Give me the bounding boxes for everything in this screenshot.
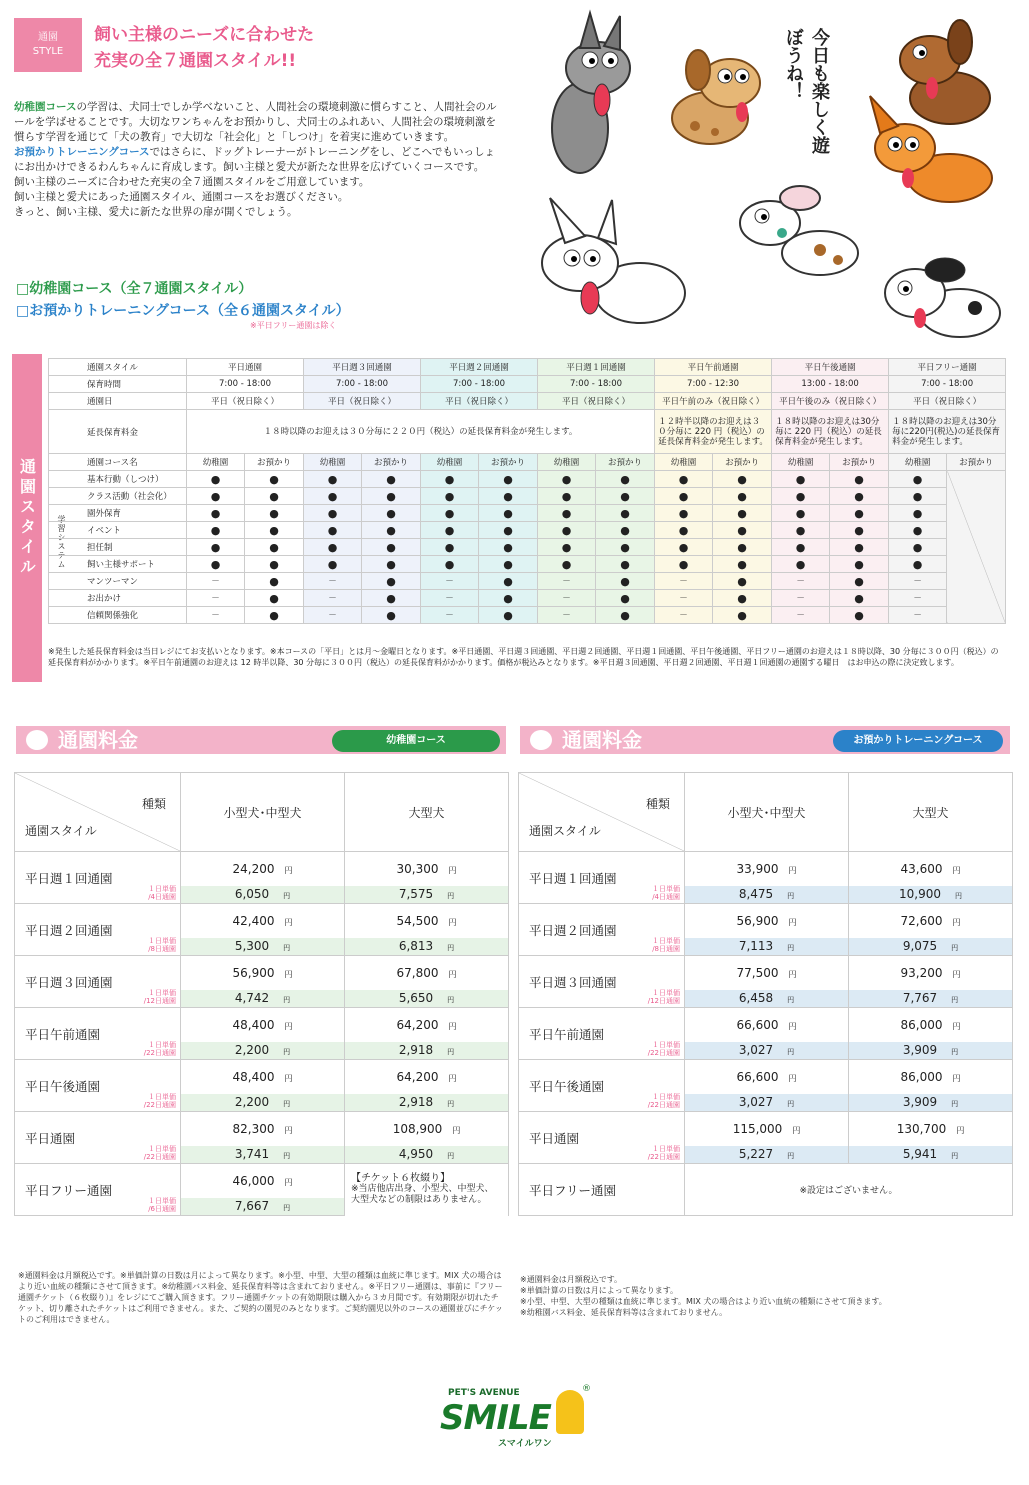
not-available-dash: － (889, 590, 947, 607)
available-dot: ● (245, 505, 304, 522)
available-dot: ● (713, 471, 772, 488)
available-dot: ● (538, 539, 596, 556)
fee-row: 平日週１回通園 １日単価 /4日通園 24,200 円 30,300 円 (15, 852, 509, 886)
available-dot: ● (772, 471, 830, 488)
available-dot: ● (596, 556, 655, 573)
available-dot: ● (479, 590, 538, 607)
available-dot: ● (245, 590, 304, 607)
course-list (16, 278, 350, 322)
kindergarten-fee-header: 通園料金 幼稚園コース (16, 726, 506, 754)
fee-row: 平日週１回通園 １日単価 /4日通園 33,900 円 43,600 円 (519, 852, 1013, 886)
tan-dog-illustration (672, 50, 760, 144)
course-note: ※平日フリー通園は除く (250, 321, 337, 330)
fee-row: 平日午前通園 １日単価 /22日通園 48,400 円 64,200 円 (15, 1008, 509, 1042)
course-training: □お預かりトレーニングコース（全６通園スタイル） (16, 303, 350, 319)
available-dot: ● (245, 471, 304, 488)
available-dot: ● (304, 522, 362, 539)
kindergarten-fee-notes: ※通園料金は月額税込です。※単価計算の日数は月によって異なります。※小型、中型、大型の種類は血統に準じます。MIX 犬の場合はより近い血統の種類にさせて頂きます。※幼稚園バス料金、延長保育料等は含まれておりません。※平日フリー通園は、事前に『フリー通園チケット（６枚綴り）』をレジにてご購入頂きます。フリー通園チケットの有効期限は購入から３カ月間です。有効期限が切れたチケット、切り離されたチケットはご利用できません。また、ご契約の園児のみとなります。ご契約園児以外のコースの通園並びにチケットのご利用はできません。 (18, 1271, 503, 1324)
not-available-cell (947, 471, 1006, 624)
fee-header-diagonal: 種類 通園スタイル (519, 773, 684, 851)
fee-row: 平日通園 １日単価 /22日通園 82,300 円 108,900 円 (15, 1112, 509, 1146)
fee-row: 平日週３回通園 １日単価 /12日通園 56,900 円 67,800 円 (15, 956, 509, 990)
available-dot: ● (830, 539, 889, 556)
system-row: 担任制 ● ● ● ● ● ● ● ● ● ● ● ● ● (49, 539, 1006, 556)
not-available-dash: － (889, 607, 947, 624)
available-dot: ● (713, 590, 772, 607)
not-available-dash: － (655, 573, 713, 590)
not-available-dash: － (772, 607, 830, 624)
available-dot: ● (187, 471, 245, 488)
not-available-dash: － (538, 607, 596, 624)
available-dot: ● (187, 505, 245, 522)
available-dot: ● (830, 505, 889, 522)
available-dot: ● (713, 488, 772, 505)
available-dot: ● (596, 539, 655, 556)
not-available-dash: － (421, 590, 479, 607)
available-dot: ● (304, 505, 362, 522)
style-side-tab: 通園スタイル (12, 354, 42, 682)
kindergarten-keyword: 幼稚園コース (14, 101, 77, 113)
course-row: 通園コース名 幼稚園 お預かり 幼稚園 お預かり 幼稚園 お預かり 幼稚園 お預かり 幼稚園 お預かり 幼稚園 お預かり 幼稚園 お預かり (49, 454, 1006, 471)
intro-text: 幼稚園コースの学習は、犬同士でしか学べないこと、人間社会の環境刺激に慣らすこと、人間社会のルールを学ばせることです。大切なワンちゃんをお預かりし、犬同士のふれあい、人間社会の環境刺激を慣らす学習を通じて「犬の教育」で大切な「社会化」と「しつけ」を着実に進めていきます。 お預かりトレーニングコースではさらに、ドッグトレーナーがトレーニングをし、どこへでもいっしょにお出かけできるわんちゃんに育成します。飼い主様と愛犬が新たな世界を広げていくコースです。 飼い主様のニーズに合わせた充実の全７通園スタイルをご用意しています。 飼い主様と愛犬にあった通園スタイル、通園コースをお選びください。 きっと、飼い主様、愛犬に新たな世界の扉が開くでしょう。 (14, 101, 497, 218)
available-dot: ● (479, 522, 538, 539)
page-title: 飼い主様のニーズに合わせた 充実の全７通園スタイル!! (94, 25, 315, 71)
smile-one-logo: PET'S AVENUE SMILE ® スマイルワン (440, 1384, 591, 1449)
available-dot: ● (538, 488, 596, 505)
fee-row: 平日通園 １日単価 /22日通園 115,000 円 130,700 円 (519, 1112, 1013, 1146)
available-dot: ● (655, 539, 713, 556)
not-available-dash: － (889, 573, 947, 590)
available-dot: ● (713, 539, 772, 556)
system-row: 信頼関係強化 － ● － ● － ● － ● － ● － ● － (49, 607, 1006, 624)
fee-header-diagonal: 種類 通園スタイル (15, 773, 180, 851)
style-table-note: ※発生した延長保育料金は当日レジにてお支払いとなります。※本コースの「平日」とは月～金曜日となります。※平日通園、平日週３回通園、平日週２回通園、平日週１回通園、平日午後通園、平日フリー通園のお迎えは１８時以降、30 分毎に３００円（税込）の延長保育料がかかります。※平日午前通園のお迎えは 12 時半以降、30 分毎に３００円（税込）の延長保育料がかかります。価格が税込みとなります。※平日週３回通園、平日週２回通園、平日週１回通園の通園する曜日 はお申込の際に決定致します。 (48, 647, 999, 667)
speech-bubble-icon (26, 730, 48, 750)
kindergarten-course-pill: 幼稚園コース (332, 730, 500, 752)
available-dot: ● (304, 488, 362, 505)
available-dot: ● (245, 539, 304, 556)
white-spotted-dog-illustration (740, 186, 858, 275)
available-dot: ● (304, 556, 362, 573)
available-dot: ● (245, 488, 304, 505)
speech-bubble-icon (530, 730, 552, 750)
training-fee-header: 通園料金 お預かりトレーニングコース (520, 726, 1010, 754)
available-dot: ● (596, 573, 655, 590)
not-available-dash: － (187, 590, 245, 607)
system-row: 園外保育 ● ● ● ● ● ● ● ● ● ● ● ● ● (49, 505, 1006, 522)
available-dot: ● (421, 539, 479, 556)
not-available-dash: － (421, 573, 479, 590)
available-dot: ● (713, 607, 772, 624)
available-dot: ● (362, 573, 421, 590)
available-dot: ● (362, 471, 421, 488)
available-dot: ● (655, 505, 713, 522)
available-dot: ● (479, 488, 538, 505)
available-dot: ● (479, 539, 538, 556)
system-row: クラス活動（社会化） ● ● ● ● ● ● ● ● ● ● ● ● ● (49, 488, 1006, 505)
fee-row: 平日週２回通園 １日単価 /8日通園 42,400 円 54,500 円 (15, 904, 509, 938)
brown-dog-illustration (900, 20, 990, 124)
fee-row: 平日週３回通園 １日単価 /12日通園 77,500 円 93,200 円 (519, 956, 1013, 990)
available-dot: ● (304, 471, 362, 488)
dogs-caption: 今日も楽しく遊ぼうね！ (783, 28, 830, 154)
training-keyword: お預かりトレーニングコース (14, 146, 150, 158)
not-available-dash: － (187, 607, 245, 624)
fee-row: 平日フリー通園 １日単価 /6日通園 46,000 円 【チケット６枚綴り】 ※当店他店出身、小型犬、中型犬、大型犬などの制限はありません。 (15, 1164, 509, 1198)
available-dot: ● (362, 607, 421, 624)
style-row: 通園スタイル 平日通園 平日週３回通園 平日週２回通園 平日週１回通園 平日午前通園 平日午後通園 平日フリー通園 (49, 359, 1006, 376)
available-dot: ● (362, 590, 421, 607)
not-available-dash: － (187, 573, 245, 590)
fee-row: 平日午前通園 １日単価 /22日通園 66,600 円 86,000 円 (519, 1008, 1013, 1042)
available-dot: ● (830, 556, 889, 573)
system-row: 基本行動（しつけ） ● ● ● ● ● ● ● ● ● ● ● ● ● (49, 471, 1006, 488)
not-available-dash: － (772, 590, 830, 607)
available-dot: ● (421, 488, 479, 505)
available-dot: ● (830, 607, 889, 624)
not-available-dash: － (304, 607, 362, 624)
fee-row: 平日週２回通園 １日単価 /8日通園 56,900 円 72,600 円 (519, 904, 1013, 938)
not-available-dash: － (304, 590, 362, 607)
available-dot: ● (830, 488, 889, 505)
available-dot: ● (479, 607, 538, 624)
available-dot: ● (362, 488, 421, 505)
available-dot: ● (772, 505, 830, 522)
available-dot: ● (830, 471, 889, 488)
available-dot: ● (772, 488, 830, 505)
not-available-dash: － (772, 573, 830, 590)
hours-row: 保育時間 7:00 - 18:00 7:00 - 18:00 7:00 - 18:00 7:00 - 18:00 7:00 - 12:30 13:00 - 18:00 7:00 - 18:00 (49, 376, 1006, 393)
available-dot: ● (772, 522, 830, 539)
spotted-dog-illustration (885, 258, 1000, 337)
available-dot: ● (713, 505, 772, 522)
available-dot: ● (772, 556, 830, 573)
gray-dog-illustration (552, 13, 630, 173)
white-dog-illustration (542, 198, 685, 323)
training-fee-table: 種類 通園スタイル 小型犬･中型犬 大型犬 平日週１回通園 １日単価 /4日通園 33,900 円 43,600 円 8,475 円 10,900 円 平日週２回通園 １日単価 /8日通園 56,900 円 72,600 円 7,113 円 9,075 円 平日週３回通園 １日単価 /12日通園 77,500 円 93,200 円 6,458 円 7,767 円 平日午前通園 １日単価 /22日通園 66,600 円 86,000 円 3,027 円 3,909 円 平日午後通園 １日単価 /22日通園 66,600 円 86,000 円 3,027 円 3,909 円 平日通園 １日単価 /22日通園 115,000 円 130,700 円 5,227 円 5,941 円 平日フリー通園 ※設定はございません。 (518, 772, 1013, 1216)
available-dot: ● (362, 539, 421, 556)
available-dot: ● (889, 505, 947, 522)
available-dot: ● (830, 522, 889, 539)
available-dot: ● (421, 471, 479, 488)
system-row: 飼い主様サポート ● ● ● ● ● ● ● ● ● ● ● ● ● (49, 556, 1006, 573)
available-dot: ● (713, 522, 772, 539)
available-dot: ● (362, 505, 421, 522)
not-available-dash: － (655, 590, 713, 607)
available-dot: ● (421, 556, 479, 573)
learning-system-label: 学習システム (57, 515, 66, 569)
system-row: お出かけ － ● － ● － ● － ● － ● － ● － (49, 590, 1006, 607)
available-dot: ● (655, 471, 713, 488)
available-dot: ● (596, 522, 655, 539)
available-dot: ● (596, 590, 655, 607)
available-dot: ● (479, 556, 538, 573)
available-dot: ● (830, 573, 889, 590)
fee-row: 平日午後通園 １日単価 /22日通園 48,400 円 64,200 円 (15, 1060, 509, 1094)
available-dot: ● (596, 505, 655, 522)
available-dot: ● (421, 522, 479, 539)
not-available-dash: － (421, 607, 479, 624)
available-dot: ● (889, 522, 947, 539)
style-tag: 通園 STYLE (14, 18, 82, 72)
available-dot: ● (596, 488, 655, 505)
available-dot: ● (538, 505, 596, 522)
system-row: マンツーマン － ● － ● － ● － ● － ● － ● － (49, 573, 1006, 590)
available-dot: ● (479, 471, 538, 488)
available-dot: ● (655, 556, 713, 573)
available-dot: ● (245, 607, 304, 624)
fee-row: 平日フリー通園 ※設定はございません。 (519, 1164, 1013, 1216)
available-dot: ● (245, 573, 304, 590)
available-dot: ● (889, 488, 947, 505)
dogs-illustration (520, 8, 1020, 348)
available-dot: ● (596, 471, 655, 488)
available-dot: ● (479, 505, 538, 522)
fee-row: 平日午後通園 １日単価 /22日通園 66,600 円 86,000 円 (519, 1060, 1013, 1094)
available-dot: ● (421, 505, 479, 522)
days-row: 通園日 平日（祝日除く） 平日（祝日除く） 平日（祝日除く） 平日（祝日除く） 平日午前のみ（祝日除く） 平日午後のみ（祝日除く） 平日（祝日除く） (49, 393, 1006, 410)
available-dot: ● (772, 539, 830, 556)
dog-mascot-icon (556, 1390, 584, 1434)
training-fee-notes: ※通園料金は月額税込です。 ※単価計算の日数は月によって異なります。 ※小型、中型、大型の種類は血統に準じます。MIX 犬の場合はより近い血統の種類にさせて頂きます。 ※幼稚園バス料金、延長保育料等は含まれておりません。 (520, 1275, 887, 1317)
available-dot: ● (538, 522, 596, 539)
available-dot: ● (538, 471, 596, 488)
training-course-pill: お預かりトレーニングコース (833, 730, 1003, 752)
available-dot: ● (538, 556, 596, 573)
not-available-dash: － (538, 573, 596, 590)
available-dot: ● (713, 573, 772, 590)
available-dot: ● (187, 556, 245, 573)
not-available-dash: － (304, 573, 362, 590)
available-dot: ● (362, 522, 421, 539)
available-dot: ● (655, 488, 713, 505)
available-dot: ● (362, 556, 421, 573)
available-dot: ● (713, 556, 772, 573)
available-dot: ● (187, 488, 245, 505)
available-dot: ● (187, 522, 245, 539)
available-dot: ● (889, 539, 947, 556)
not-available-dash: － (538, 590, 596, 607)
course-kindergarten: □幼稚園コース（全７通園スタイル） (16, 281, 253, 297)
not-available-dash: － (655, 607, 713, 624)
available-dot: ● (596, 607, 655, 624)
style-table (48, 358, 1006, 624)
available-dot: ● (889, 471, 947, 488)
available-dot: ● (889, 556, 947, 573)
system-row: イベント ● ● ● ● ● ● ● ● ● ● ● ● ● (49, 522, 1006, 539)
available-dot: ● (830, 590, 889, 607)
available-dot: ● (245, 522, 304, 539)
available-dot: ● (245, 556, 304, 573)
available-dot: ● (479, 573, 538, 590)
available-dot: ● (304, 539, 362, 556)
available-dot: ● (655, 522, 713, 539)
available-dot: ● (187, 539, 245, 556)
kindergarten-fee-table: 種類 通園スタイル 小型犬･中型犬 大型犬 平日週１回通園 １日単価 /4日通園 24,200 円 30,300 円 6,050 円 7,575 円 平日週２回通園 １日単価 /8日通園 42,400 円 54,500 円 5,300 円 6,813 円 平日週３回通園 １日単価 /12日通園 56,900 円 67,800 円 4,742 円 5,650 円 平日午前通園 １日単価 /22日通園 48,400 円 64,200 円 2,200 円 2,918 円 平日午後通園 １日単価 /22日通園 48,400 円 64,200 円 2,200 円 2,918 円 平日通園 １日単価 /22日通園 82,300 円 108,900 円 3,741 円 4,950 円 平日フリー通園 １日単価 /6日通園 46,000 円 【チケット６枚綴り】 ※当店他店出身、小型犬、中型犬、大型犬などの制限はありません。 7,667 円 (14, 772, 509, 1216)
extension-row: 延長保育料金 １８時以降のお迎えは３０分毎に２２０円（税込）の延長保育料金が発生します。 １２時半以降のお迎えは３０分毎に 220 円（税込）の延長保育料金が発生します。 １８時以降のお迎えは30分毎に 220 円（税込）の延長保育料金が発生します。 １８時以降のお迎えは30分毎に220円(税込)の延長保育料金が発生します。 (49, 410, 1006, 454)
